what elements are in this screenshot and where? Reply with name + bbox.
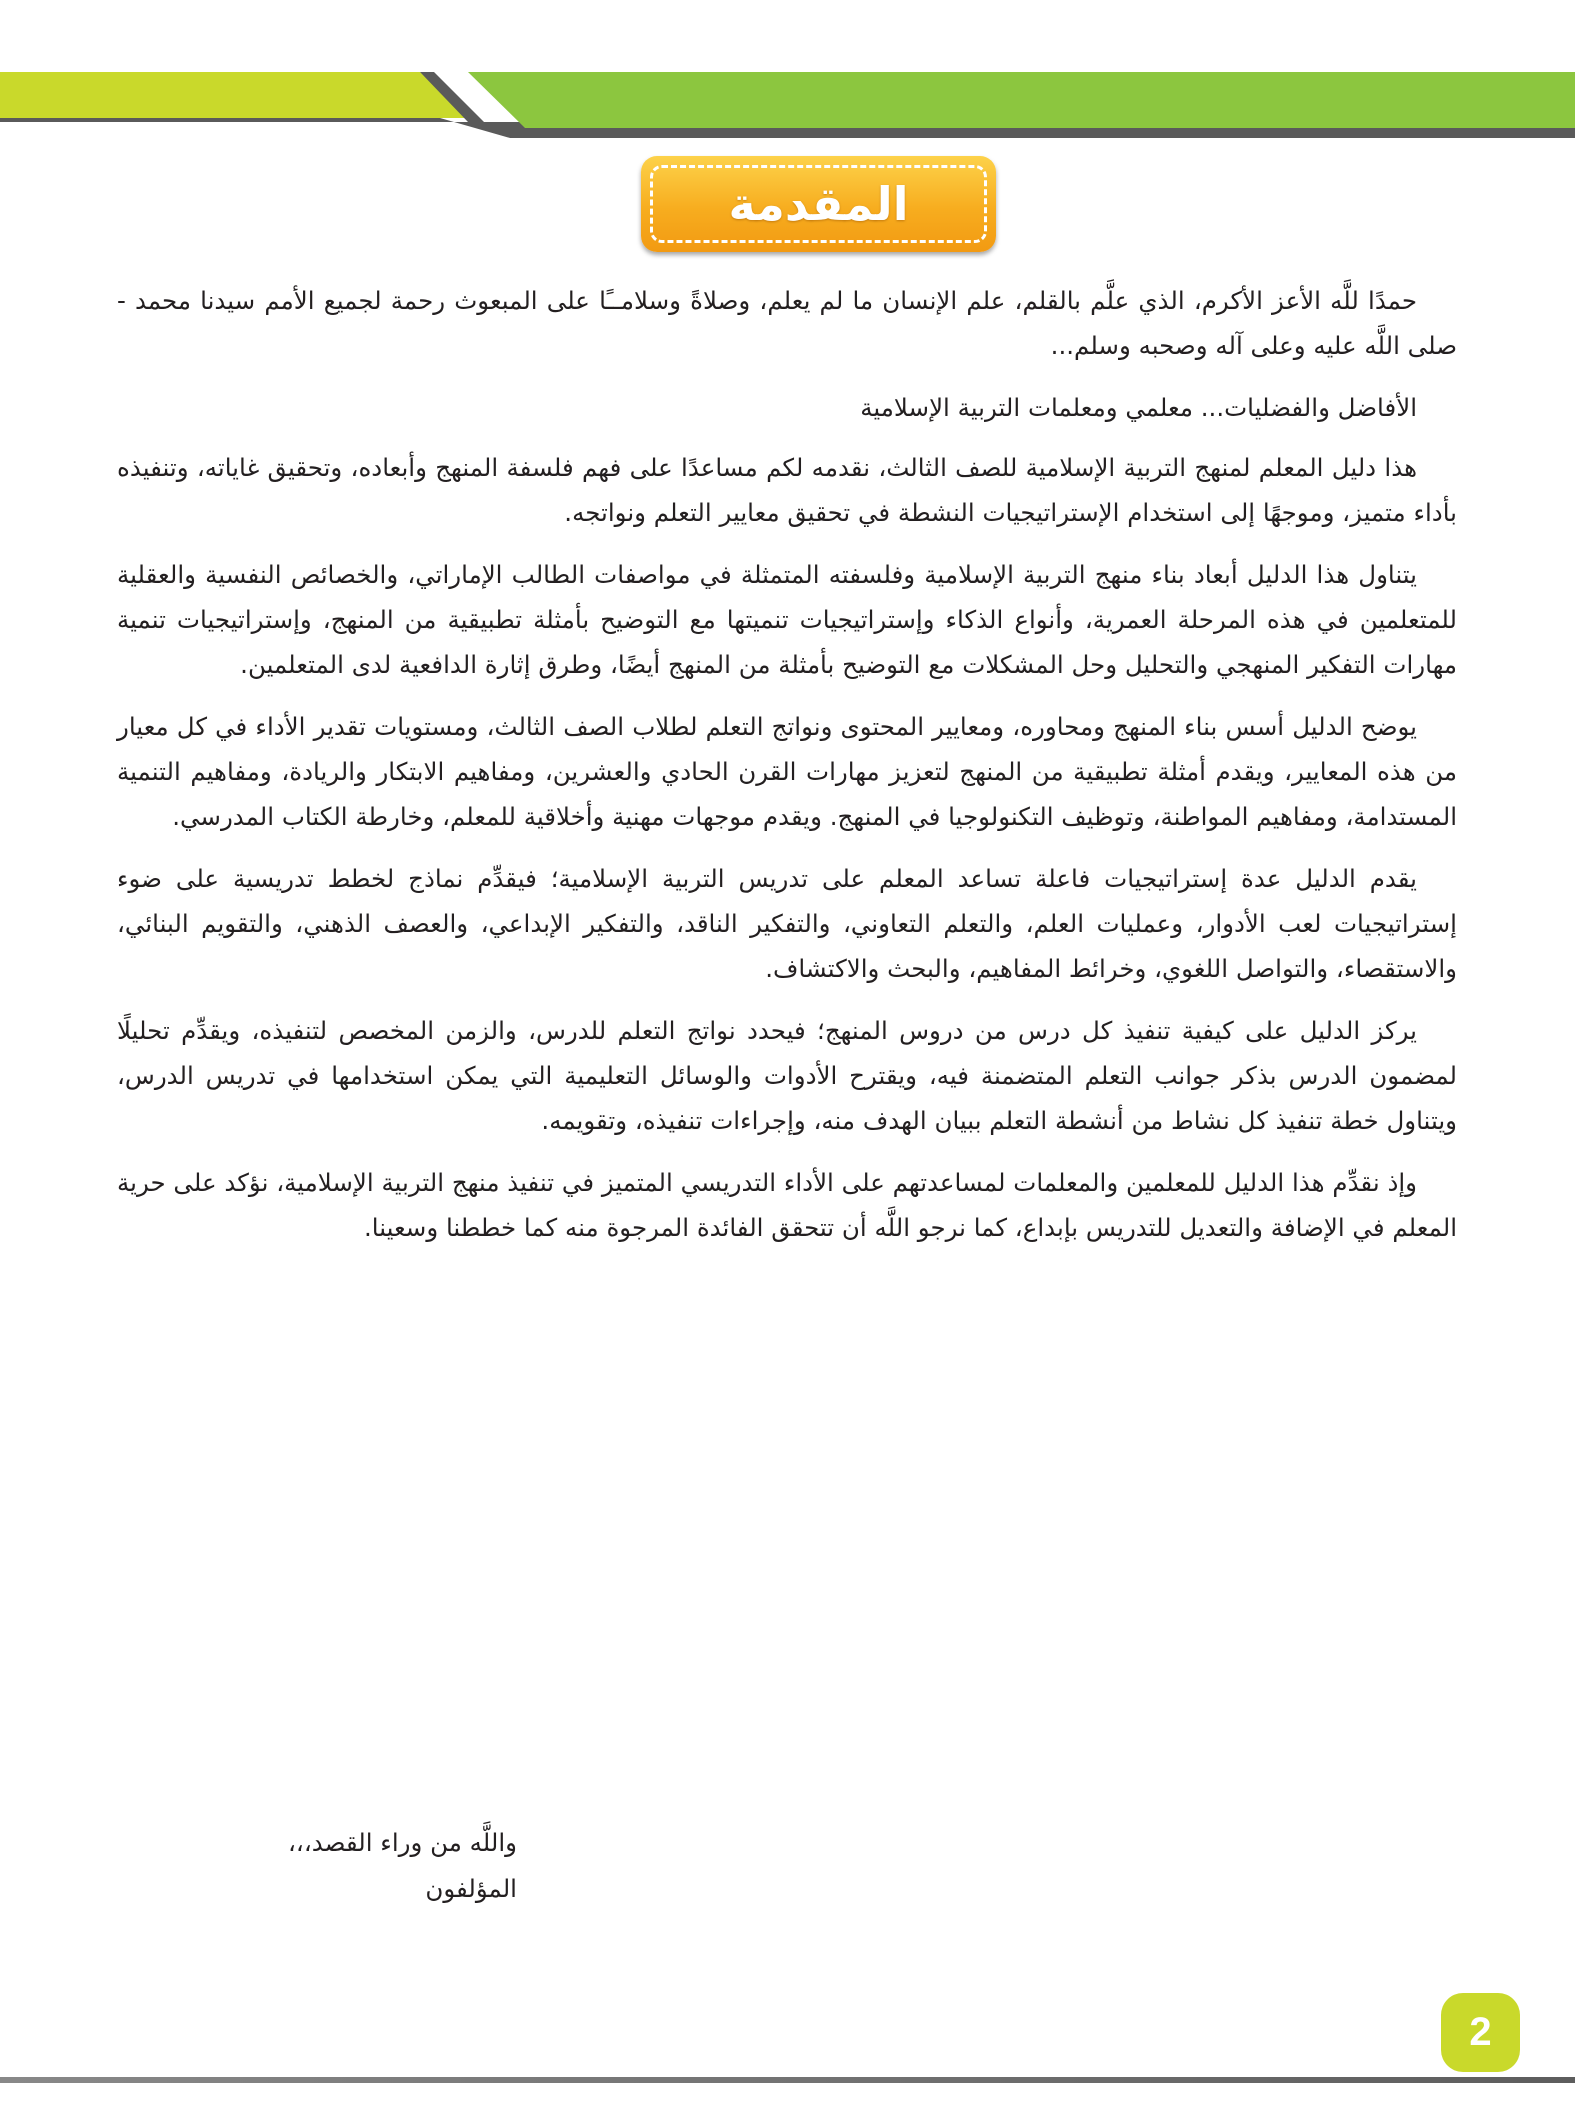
- closing-line: واللَّه من وراء القصد،،،: [288, 1828, 517, 1857]
- top-banner: [0, 0, 1575, 140]
- signature-block: [117, 1820, 517, 1912]
- paragraph-opening: حمدًا للَّه الأعز الأكرم، الذي علَّم بالقلم، علم الإنسان ما لم يعلم، وصلاةً وسلامــًا على المبعوث رحمة لجميع الأمم سيدنا محمد - صلى اللَّه عليه وعلى آله وصحبه وسلم...: [117, 286, 1457, 360]
- introduction-body: [117, 278, 1457, 1267]
- paragraph-guide-dimensions: يتناول هذا الدليل أبعاد بناء منهج التربية الإسلامية وفلسفته المتمثلة في مواصفات الطالب الإماراتي، والخصائص النفسية والعقلية للمتعلمين في هذه المرحلة العمرية، وأنواع الذكاء وإستراتيجيات تنميتها مع التوضيح بأمثلة تطبيقية من المنهج، وإستراتيجيات تنمية مهارات التفكير المنهجي والتحليل وحل المشكلات مع التوضيح بأمثلة من المنهج أيضًا، وطرق إثارة الدافعية لدى المتعلمين.: [117, 560, 1457, 679]
- authors-line: المؤلفون: [425, 1874, 517, 1903]
- paragraph-conclusion: وإذ نقدِّم هذا الدليل للمعلمين والمعلمات لمساعدتهم على الأداء التدريسي المتميز في تنفيذ منهج التربية الإسلامية، نؤكد على حرية المعلم في الإضافة والتعديل للتدريس بإبداع، كما نرجو اللَّه أن تتحقق الفائدة المرجوة منه كما خططنا وسعينا.: [117, 1168, 1457, 1242]
- paragraph-curriculum-foundations: يوضح الدليل أسس بناء المنهج ومحاوره، ومعايير المحتوى ونواتج التعلم لطلاب الصف الثالث، ومستويات تقدير الأداء في كل معيار من هذه المعايير، ويقدم أمثلة تطبيقية من المنهج لتعزيز مهارات القرن الحادي والعشرين، ومفاهيم الابتكار والريادة، ومفاهيم التنمية المستدامة، ومفاهيم المواطنة، وتوظيف التكنولوجيا في المنهج. ويقدم موجهات مهنية وأخلاقية للمعلم، وخارطة الكتاب المدرسي.: [117, 712, 1457, 831]
- page-number-badge: 2: [1441, 1993, 1520, 2072]
- bottom-rule: [0, 2077, 1575, 2083]
- paragraph-lesson-implementation: يركز الدليل على كيفية تنفيذ كل درس من دروس المنهج؛ فيحدد نواتج التعلم للدرس، والزمن المخصص لتنفيذه، ويقدِّم تحليلًا لمضمون الدرس بذكر جوانب التعلم المتضمنة فيه، ويقترح الأدوات والوسائل التعليمية التي يمكن استخدامها في تدريس الدرس، ويتناول خطة تنفيذ كل نشاط من أنشطة التعلم ببيان الهدف منه، وإجراءات تنفيذه، وتقويمه.: [117, 1016, 1457, 1135]
- paragraph-salutation: الأفاضل والفضليات... معلمي ومعلمات التربية الإسلامية: [860, 393, 1417, 422]
- paragraph-guide-purpose: هذا دليل المعلم لمنهج التربية الإسلامية للصف الثالث، نقدمه لكم مساعدًا على فهم فلسفة المنهج وأبعاده، وتحقيق غاياته، وتنفيذه بأداء متميز، وموجهًا إلى استخدام الإستراتيجيات النشطة في تحقيق معايير التعلم ونواتجه.: [117, 453, 1457, 527]
- paragraph-strategies: يقدم الدليل عدة إستراتيجيات فاعلة تساعد المعلم على تدريس التربية الإسلامية؛ فيقدِّم نماذج لخطط تدريسية على ضوء إستراتيجيات لعب الأدوار، وعمليات العلم، والتعلم التعاوني، والتفكير الناقد، والتفكير الإبداعي، والعصف الذهني، والتقويم البنائي، والاستقصاء، والتواصل اللغوي، وخرائط المفاهيم، والبحث والاكتشاف.: [117, 864, 1457, 983]
- page-title: المقدمة: [728, 177, 909, 231]
- banner-green-band: [468, 72, 1575, 128]
- banner-lime-band: [0, 72, 468, 118]
- section-title-badge: [641, 156, 996, 252]
